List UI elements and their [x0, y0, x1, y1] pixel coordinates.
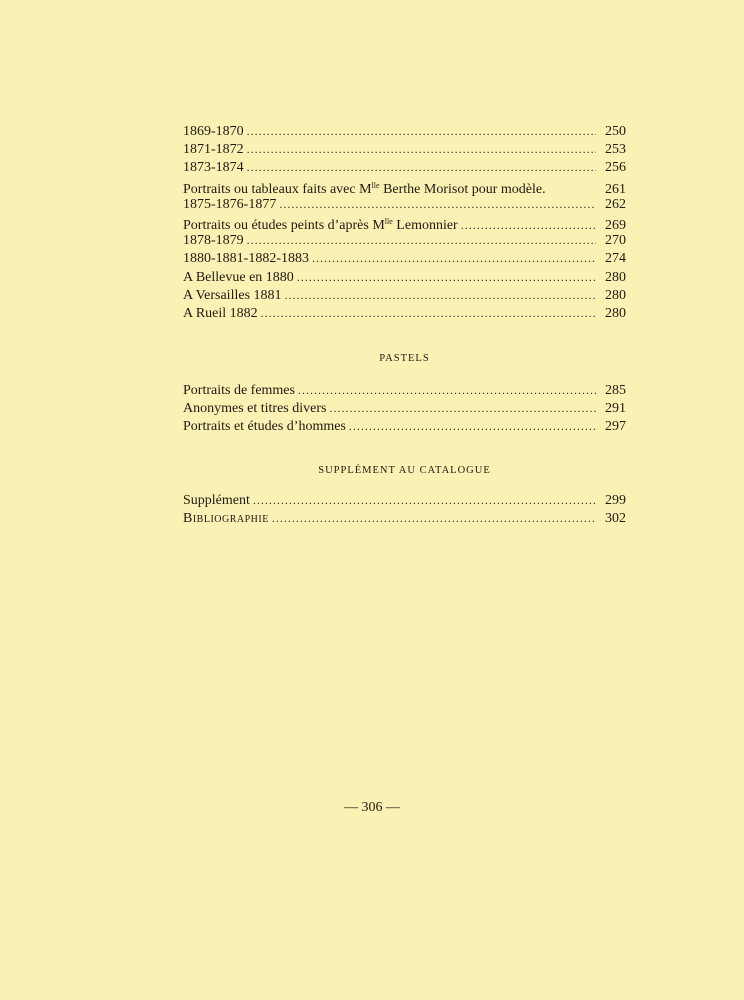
toc-entry-page: 262 — [605, 196, 626, 212]
leader-dots — [261, 304, 596, 322]
toc-entry — [183, 491, 626, 509]
toc-entry — [183, 417, 626, 435]
leader-dots — [312, 249, 596, 267]
toc-entry-label: 1873-1874 — [183, 160, 244, 176]
toc-entry — [183, 286, 626, 304]
leader-dots — [298, 381, 596, 399]
toc-entry — [183, 231, 626, 249]
toc-entry — [183, 140, 626, 158]
leader-dots — [253, 491, 596, 509]
toc-entry-label: A Bellevue en 1880 — [183, 269, 294, 285]
toc-entry-label: 1880-1881-1882-1883 — [183, 251, 309, 267]
leader-dots — [285, 286, 596, 304]
section-heading-supplement: SUPPLÉMENT AU CATALOGUE — [318, 465, 491, 476]
toc-entry-label: Portraits ou tableaux faits avec $M^{lle}$ Berthe Morisot pour modèle. — [183, 180, 546, 197]
toc-entry-page: 291 — [605, 401, 626, 417]
toc-entry — [183, 177, 626, 195]
toc-entry-page: 253 — [605, 142, 626, 158]
section-heading-pastels: PASTELS — [379, 353, 430, 364]
leader-dots — [247, 158, 596, 176]
toc-block-pastels — [183, 381, 626, 436]
toc-entry-page: 280 — [605, 305, 626, 321]
toc-entry-page: 280 — [605, 287, 626, 303]
toc-entry-label: Portraits et études d’hommes — [183, 419, 346, 435]
toc-entry-page: 280 — [605, 269, 626, 285]
toc-entry-page: 302 — [605, 511, 626, 527]
toc-entry-page: 256 — [605, 160, 626, 176]
toc-entry-label: Supplément — [183, 493, 250, 508]
toc-entry — [183, 213, 626, 231]
leader-dots — [247, 140, 596, 158]
toc-entry-page: 250 — [605, 124, 626, 139]
toc-entry — [183, 509, 626, 527]
toc-entry-label: Portraits de femmes — [183, 383, 295, 398]
leader-dots — [247, 122, 596, 140]
leader-dots — [272, 509, 596, 527]
toc-entry-label: 1869-1870 — [183, 124, 244, 139]
toc-entry-label: A Rueil 1882 — [183, 305, 258, 321]
leader-dots — [329, 399, 596, 417]
toc-entry-label: Bibliographie — [183, 511, 269, 527]
toc-entry — [183, 304, 626, 322]
toc-entry-label: 1871-1872 — [183, 142, 244, 158]
toc-block-chronological — [183, 122, 626, 322]
toc-entry-label: A Versailles 1881 — [183, 287, 282, 303]
toc-entry — [183, 122, 626, 140]
leader-dots — [247, 231, 596, 249]
toc-entry-page: 269 — [605, 217, 626, 233]
toc-entry-label: Anonymes et titres divers — [183, 401, 327, 417]
toc-entry — [183, 268, 626, 286]
toc-entry-page: 261 — [605, 181, 626, 197]
toc-entry-page: 285 — [605, 383, 626, 398]
toc-entry — [183, 381, 626, 399]
toc-entry — [183, 195, 626, 213]
toc-entry-label: 1875-1876-1877 — [183, 196, 277, 212]
toc-entry — [183, 249, 626, 267]
toc-entry-page: 274 — [605, 251, 626, 267]
page-number: — 306 — — [344, 800, 400, 815]
leader-dots — [297, 268, 596, 286]
toc-entry — [183, 399, 626, 417]
toc-entry-label: 1878-1879 — [183, 233, 244, 249]
leader-dots — [349, 417, 596, 435]
toc-entry-page: 297 — [605, 419, 626, 435]
toc-block-supplement — [183, 491, 626, 527]
toc-entry-page: 299 — [605, 493, 626, 508]
toc-entry-label: Portraits ou études peints d’après $M^{lle}$ Lemonnier — [183, 216, 458, 233]
toc-entry — [183, 158, 626, 176]
leader-dots — [279, 195, 596, 213]
toc-entry-page: 270 — [605, 233, 626, 249]
